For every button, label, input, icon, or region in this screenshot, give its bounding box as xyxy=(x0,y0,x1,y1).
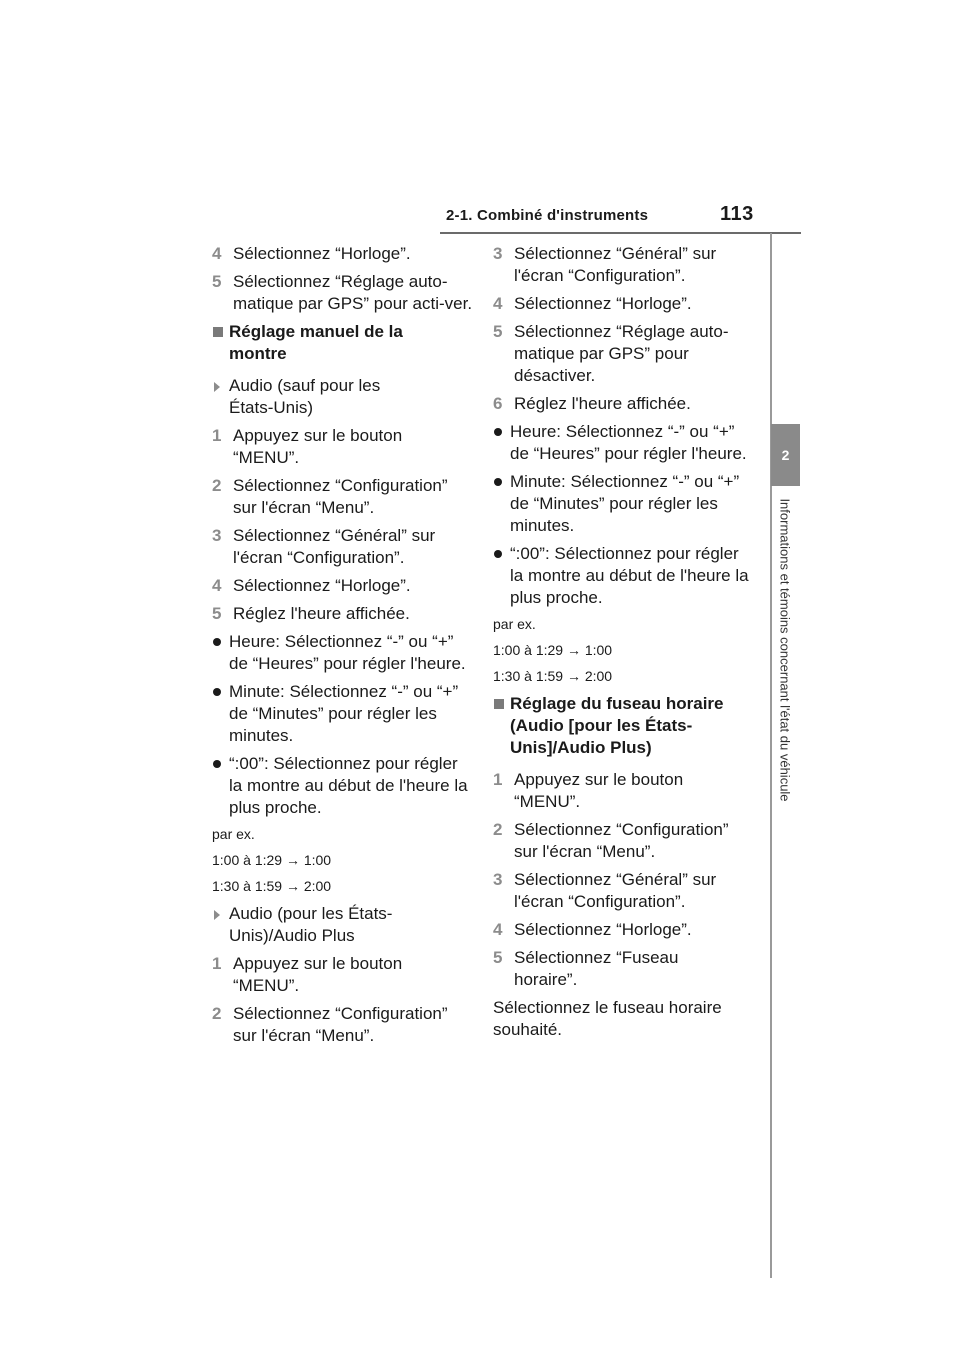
triangle-arrow-icon xyxy=(214,382,220,392)
chapter-tab: 2 xyxy=(771,424,800,486)
step-number: 2 xyxy=(212,476,222,495)
step-item xyxy=(212,425,433,469)
subsection-text: Audio (sauf pour les États-Unis) xyxy=(229,376,381,417)
bullet-text: Minute: Sélectionnez “-” ou “+” de “Minutes” pour régler les minutes. xyxy=(229,682,459,745)
step-item xyxy=(212,603,466,625)
chapter-side-label: Informations et témoins concernant l'état du véhicule xyxy=(777,498,793,802)
step-text: Réglez l'heure affichée. xyxy=(514,394,691,413)
example-label: par ex. xyxy=(212,826,255,842)
section-heading xyxy=(212,321,429,365)
step-number: 4 xyxy=(212,576,222,595)
step-text: Sélectionnez “Horloge”. xyxy=(514,920,692,939)
square-bullet-icon xyxy=(494,699,504,709)
step-text: Sélectionnez “Configuration” sur l'écran “Menu”. xyxy=(233,1004,448,1045)
example-line: 1:00 à 1:29 → 1:00 xyxy=(212,852,332,868)
bullet-item xyxy=(212,681,459,747)
step-text: Sélectionnez “Général” sur l'écran “Configuration”. xyxy=(514,870,717,911)
step-number: 4 xyxy=(493,920,503,939)
bullet-text: “:00”: Sélectionnez pour régler la montre au début de l'heure la plus proche. xyxy=(510,544,749,607)
step-number: 5 xyxy=(493,948,503,967)
bullet-text: Heure: Sélectionnez “-” ou “+” de “Heures” pour régler l'heure. xyxy=(229,632,466,673)
bullet-dot-icon xyxy=(213,688,221,696)
header-divider xyxy=(440,232,801,234)
step-number: 2 xyxy=(493,820,503,839)
step-text: Appuyez sur le bouton “MENU”. xyxy=(233,426,403,467)
step-text: Sélectionnez “Fuseau horaire”. xyxy=(514,948,679,989)
step-item xyxy=(493,393,755,415)
step-text: Sélectionnez “Configuration” sur l'écran “Menu”. xyxy=(233,476,448,517)
bullet-item xyxy=(493,543,755,609)
step-text: Sélectionnez “Général” sur l'écran “Configuration”. xyxy=(514,244,717,285)
step-text: Sélectionnez “Horloge”. xyxy=(233,576,411,595)
step-item xyxy=(212,271,473,315)
subsection-item xyxy=(212,903,419,947)
step-text: Appuyez sur le bouton “MENU”. xyxy=(514,770,684,811)
left-column xyxy=(212,243,473,1053)
side-divider xyxy=(770,233,772,1278)
step-item xyxy=(212,575,466,597)
heading-text: Réglage manuel de la montre xyxy=(229,322,403,363)
example-line: 1:00 à 1:29 → 1:00 xyxy=(493,642,613,658)
step-text: Réglez l'heure affichée. xyxy=(233,604,410,623)
step-number: 1 xyxy=(212,954,222,973)
step-item xyxy=(212,525,473,569)
step-text: Sélectionnez “Configuration” sur l'écran “Menu”. xyxy=(514,820,729,861)
triangle-arrow-icon xyxy=(214,910,220,920)
step-text: Sélectionnez “Général” sur l'écran “Configuration”. xyxy=(233,526,436,567)
section-heading xyxy=(493,693,750,759)
step-number: 3 xyxy=(493,870,503,889)
step-item xyxy=(493,869,754,913)
step-item xyxy=(493,919,755,941)
step-item xyxy=(212,1003,466,1047)
step-number: 6 xyxy=(493,394,503,413)
bullet-item xyxy=(212,631,466,675)
step-number: 3 xyxy=(212,526,222,545)
step-item xyxy=(212,953,433,997)
step-item xyxy=(493,243,749,287)
subsection-text: Audio (pour les États-Unis)/Audio Plus xyxy=(229,904,393,945)
bullet-dot-icon xyxy=(213,760,221,768)
step-text: Sélectionnez “Réglage auto-matique par GPS” pour désactiver. xyxy=(514,322,729,385)
right-column xyxy=(493,243,755,1041)
step-number: 5 xyxy=(212,604,222,623)
bullet-dot-icon xyxy=(494,428,502,436)
heading-text: Réglage du fuseau horaire (Audio [pour les États-Unis]/Audio Plus) xyxy=(510,694,724,757)
step-item xyxy=(493,293,755,315)
step-item xyxy=(493,819,755,863)
step-item xyxy=(212,243,466,265)
bullet-item xyxy=(493,421,755,465)
square-bullet-icon xyxy=(213,327,223,337)
closing-paragraph: Sélectionnez le fuseau horaire souhaité. xyxy=(493,998,722,1039)
step-item xyxy=(493,769,714,813)
step-item xyxy=(212,475,466,519)
step-item xyxy=(493,321,754,387)
step-text: Sélectionnez “Horloge”. xyxy=(514,294,692,313)
step-number: 3 xyxy=(493,244,503,263)
step-item xyxy=(493,947,714,991)
subsection-item xyxy=(212,375,419,419)
bullet-item xyxy=(493,471,740,537)
bullet-dot-icon xyxy=(494,550,502,558)
step-number: 2 xyxy=(212,1004,222,1023)
example-line: 1:30 à 1:59 → 2:00 xyxy=(212,878,332,894)
step-number: 4 xyxy=(212,244,222,263)
step-text: Sélectionnez “Réglage auto-matique par GPS” pour acti-ver. xyxy=(233,272,473,313)
step-text: Appuyez sur le bouton “MENU”. xyxy=(233,954,403,995)
bullet-item xyxy=(212,753,474,819)
section-title: 2-1. Combiné d'instruments xyxy=(446,207,649,224)
example-line: 1:30 à 1:59 → 2:00 xyxy=(493,668,613,684)
page-number: 113 xyxy=(720,203,754,225)
step-text: Sélectionnez “Horloge”. xyxy=(233,244,411,263)
step-number: 4 xyxy=(493,294,503,313)
step-number: 5 xyxy=(493,322,503,341)
bullet-text: Minute: Sélectionnez “-” ou “+” de “Minutes” pour régler les minutes. xyxy=(510,472,740,535)
bullet-dot-icon xyxy=(494,478,502,486)
bullet-dot-icon xyxy=(213,638,221,646)
bullet-text: Heure: Sélectionnez “-” ou “+” de “Heures” pour régler l'heure. xyxy=(510,422,747,463)
step-number: 5 xyxy=(212,272,222,291)
step-number: 1 xyxy=(212,426,222,445)
bullet-text: “:00”: Sélectionnez pour régler la montre au début de l'heure la plus proche. xyxy=(229,754,468,817)
step-number: 1 xyxy=(493,770,503,789)
example-label: par ex. xyxy=(493,616,536,632)
